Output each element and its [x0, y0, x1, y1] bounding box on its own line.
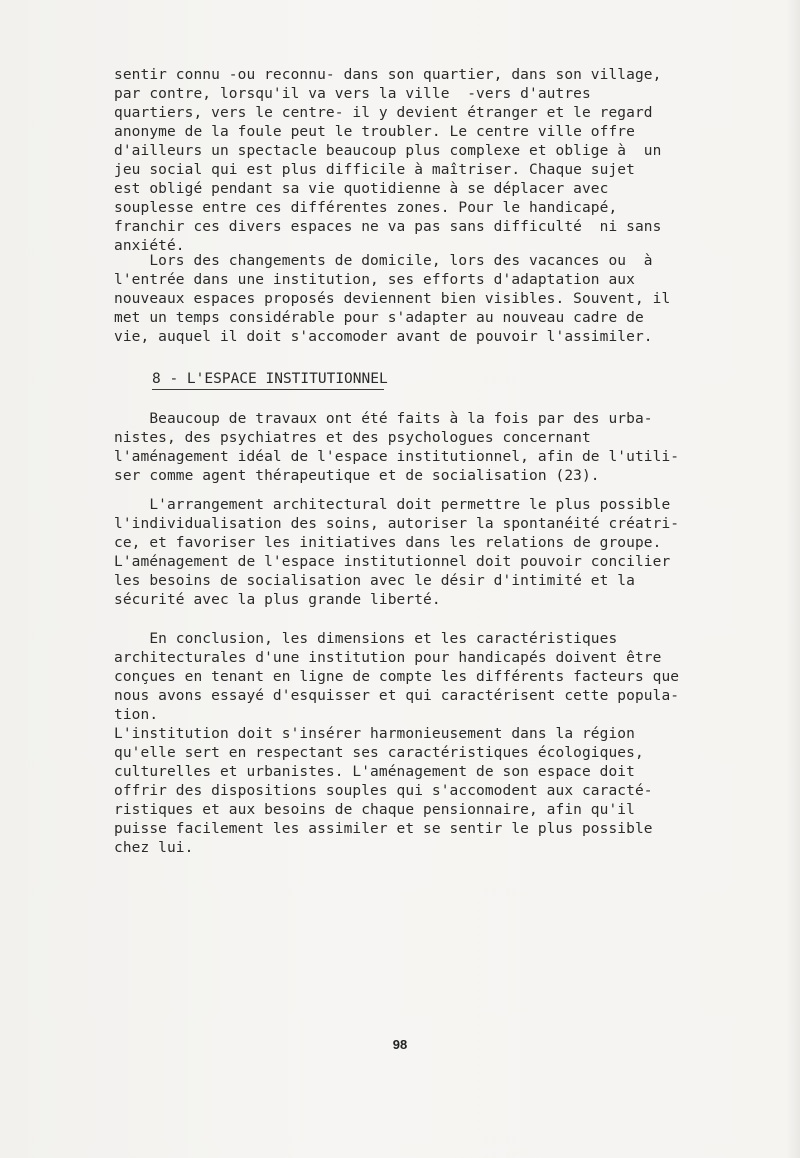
text-line: l'individualisation des soins, autoriser la spontanéité créatri-	[114, 516, 680, 532]
text-line: ce, et favoriser les initiatives dans les relations de groupe.	[114, 535, 662, 551]
text-line: met un temps considérable pour s'adapter au nouveau cadre de	[114, 310, 644, 326]
text-line: franchir ces divers espaces ne va pas sans difficulté ni sans	[114, 219, 662, 235]
page-number: 98	[392, 1037, 408, 1052]
text-line: architecturales d'une institution pour handicapés doivent être	[114, 650, 662, 666]
text-line: est obligé pendant sa vie quotidienne à se déplacer avec	[114, 181, 609, 197]
text-line: offrir des dispositions souples qui s'accomodent aux caracté-	[114, 783, 653, 799]
text-line: En conclusion, les dimensions et les caractéristiques	[114, 631, 618, 647]
text-line: anxiété.	[114, 238, 185, 254]
text-line: par contre, lorsqu'il va vers la ville -vers d'autres	[114, 86, 591, 102]
text-line: nistes, des psychiatres et des psychologues concernant	[114, 430, 591, 446]
heading-underline	[152, 389, 384, 390]
text-line: culturelles et urbanistes. L'aménagement de son espace doit	[114, 764, 635, 780]
text-line: puisse facilement les assimiler et se sentir le plus possible	[114, 821, 653, 837]
text-line: Lors des changements de domicile, lors des vacances ou à	[114, 253, 653, 269]
text-line: chez lui.	[114, 840, 194, 856]
section-heading: 8 - L'ESPACE INSTITUTIONNEL	[152, 371, 388, 387]
text-line: L'aménagement de l'espace institutionnel doit pouvoir concilier	[114, 554, 671, 570]
text-line: les besoins de socialisation avec le désir d'intimité et la	[114, 573, 635, 589]
text-line: sentir connu -ou reconnu- dans son quartier, dans son village,	[114, 67, 662, 83]
text-line: tion.	[114, 707, 159, 723]
text-line: souplesse entre ces différentes zones. Pour le handicapé,	[114, 200, 618, 216]
text-line: conçues en tenant en ligne de compte les différents facteurs que	[114, 669, 680, 685]
text-line: anonyme de la foule peut le troubler. Le centre ville offre	[114, 124, 635, 140]
text-line: nouveaux espaces proposés deviennent bien visibles. Souvent, il	[114, 291, 671, 307]
text-line: d'ailleurs un spectacle beaucoup plus complexe et oblige à un	[114, 143, 662, 159]
page-edge-shadow	[786, 0, 800, 1158]
text-line: ser comme agent thérapeutique et de socialisation (23).	[114, 468, 600, 484]
text-line: Beaucoup de travaux ont été faits à la fois par des urba-	[114, 411, 653, 427]
text-line: l'aménagement idéal de l'espace institutionnel, afin de l'utili-	[114, 449, 680, 465]
text-line: nous avons essayé d'esquisser et qui caractérisent cette popula-	[114, 688, 680, 704]
text-line: vie, auquel il doit s'accomoder avant de pouvoir l'assimiler.	[114, 329, 653, 345]
text-line: L'arrangement architectural doit permettre le plus possible	[114, 497, 671, 513]
text-line: qu'elle sert en respectant ses caractéristiques écologiques,	[114, 745, 644, 761]
text-line: sécurité avec la plus grande liberté.	[114, 592, 441, 608]
text-line: ristiques et aux besoins de chaque pensionnaire, afin qu'il	[114, 802, 635, 818]
text-line: jeu social qui est plus difficile à maîtriser. Chaque sujet	[114, 162, 635, 178]
text-line: L'institution doit s'insérer harmonieusement dans la région	[114, 726, 635, 742]
text-line: l'entrée dans une institution, ses efforts d'adaptation aux	[114, 272, 635, 288]
text-line: quartiers, vers le centre- il y devient étranger et le regard	[114, 105, 653, 121]
